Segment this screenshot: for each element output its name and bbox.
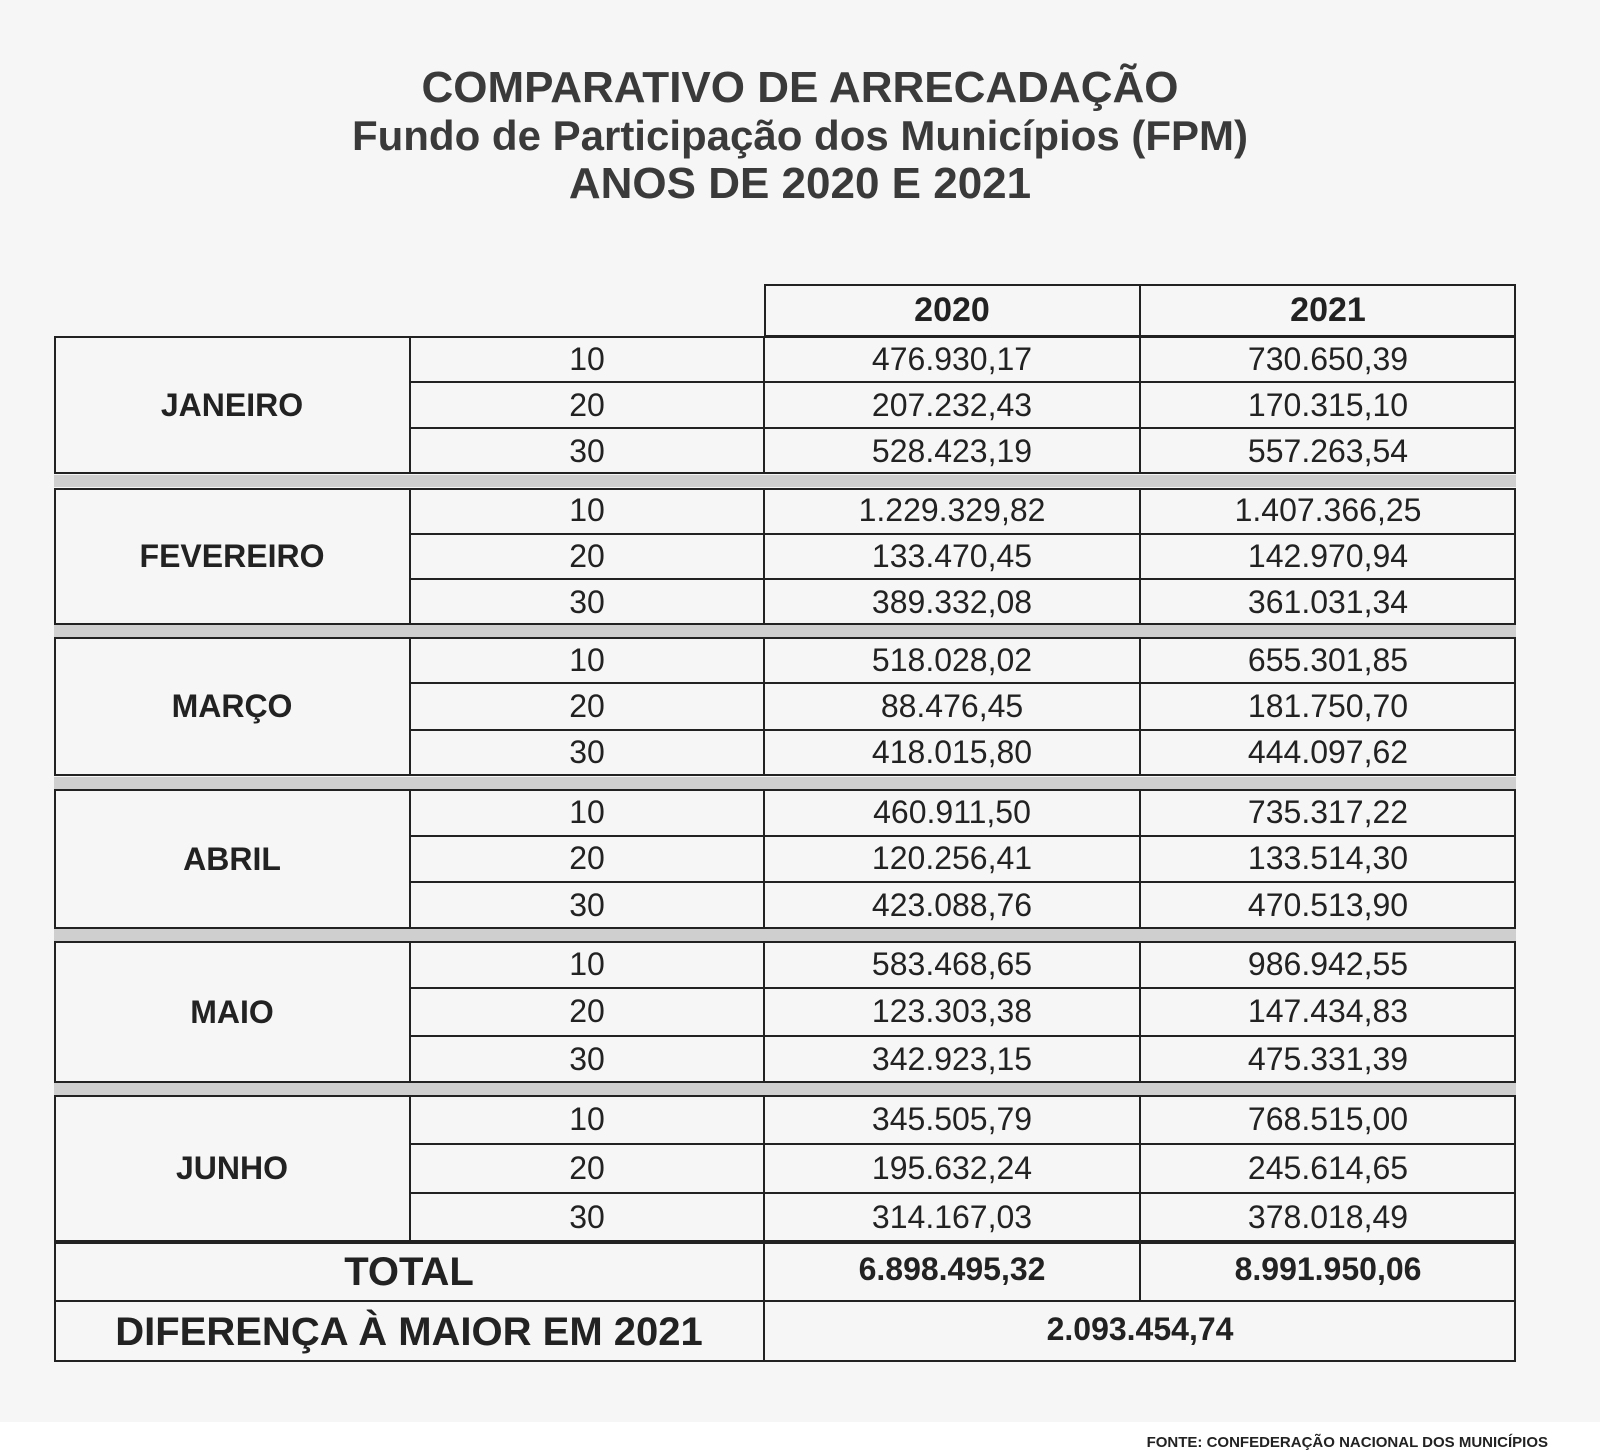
decendio-cell: 20 [569, 386, 605, 423]
value-2020-cell: 120.256,41 [871, 840, 1033, 877]
month-label: MARÇO [171, 688, 293, 724]
decendio-cell: 20 [569, 840, 605, 877]
value-2020-cell: 195.632,24 [871, 1150, 1033, 1186]
value-2021-cell: 444.097,62 [1247, 734, 1409, 771]
column-header-2020: 2020 [914, 290, 990, 329]
decendio-cell: 30 [569, 1199, 605, 1235]
decendio-cell: 20 [569, 537, 605, 574]
decendio-cell: 30 [569, 583, 605, 620]
month-label: ABRIL [183, 840, 281, 877]
value-2021-cell: 655.301,85 [1247, 641, 1409, 678]
value-2021-cell: 181.750,70 [1247, 687, 1409, 724]
value-2020-cell: 1.229.329,82 [858, 492, 1046, 529]
decendio-cell: 10 [569, 946, 605, 983]
value-2021-cell: 133.514,30 [1247, 840, 1409, 877]
decendio-cell: 10 [569, 793, 605, 830]
value-2020-cell: 423.088,76 [871, 887, 1033, 924]
value-2020-cell: 88.476,45 [880, 687, 1024, 724]
month-label: MAIO [190, 993, 274, 1030]
value-2021-cell: 735.317,22 [1247, 793, 1409, 830]
block-separator [54, 475, 1516, 487]
decendio-cell: 20 [569, 993, 605, 1030]
difference-label: DIFERENÇA À MAIOR EM 2021 [115, 1309, 703, 1354]
value-2021-cell: 557.263,54 [1247, 432, 1409, 469]
month-label: FEVEREIRO [139, 538, 325, 574]
value-2021-cell: 730.650,39 [1247, 340, 1409, 377]
value-2021-cell: 1.407.366,25 [1234, 492, 1422, 529]
value-2020-cell: 528.423,19 [871, 432, 1033, 469]
decendio-cell: 10 [569, 492, 605, 529]
decendio-cell: 30 [569, 1040, 605, 1077]
value-2020-cell: 133.470,45 [871, 537, 1033, 574]
total-2021: 8.991.950,06 [1234, 1250, 1422, 1287]
value-2021-cell: 768.515,00 [1247, 1101, 1409, 1137]
decendio-cell: 30 [569, 432, 605, 469]
difference-value: 2.093.454,74 [1046, 1310, 1234, 1347]
value-2020-cell: 460.911,50 [873, 793, 1031, 830]
value-2021-cell: 142.970,94 [1247, 537, 1409, 574]
value-2020-cell: 476.930,17 [871, 340, 1033, 377]
value-2021-cell: 378.018,49 [1247, 1199, 1409, 1235]
decendio-cell: 30 [569, 734, 605, 771]
decendio-cell: 30 [569, 887, 605, 924]
value-2020-cell: 123.303,38 [871, 993, 1033, 1030]
total-2020: 6.898.495,32 [858, 1250, 1046, 1287]
month-label: JUNHO [175, 1150, 288, 1186]
block-separator [54, 929, 1516, 941]
value-2020-cell: 418.015,80 [871, 734, 1033, 771]
value-2020-cell: 583.468,65 [871, 946, 1033, 983]
source-credit: FONTE: CONFEDERAÇÃO NACIONAL DOS MUNICÍPIOS [1146, 1434, 1548, 1451]
decendio-cell: 10 [569, 1101, 605, 1137]
value-2020-cell: 342.923,15 [871, 1040, 1033, 1077]
value-2020-cell: 345.505,79 [871, 1101, 1033, 1137]
page-title [0, 64, 1600, 208]
value-2020-cell: 389.332,08 [871, 583, 1033, 620]
value-2021-cell: 361.031,34 [1247, 583, 1409, 620]
column-header-2021: 2021 [1290, 290, 1366, 329]
value-2021-cell: 470.513,90 [1247, 887, 1409, 924]
block-separator [54, 1083, 1516, 1095]
title-line-2: Fundo de Participação dos Municípios (FPM) [351, 112, 1249, 159]
value-2021-cell: 147.434,83 [1247, 993, 1409, 1030]
value-2020-cell: 314.167,03 [871, 1199, 1033, 1235]
decendio-cell: 10 [569, 340, 605, 377]
title-line-3: ANOS DE 2020 E 2021 [568, 159, 1032, 208]
decendio-cell: 10 [569, 641, 605, 678]
value-2021-cell: 245.614,65 [1247, 1150, 1409, 1186]
title-line-1: COMPARATIVO DE ARRECADAÇÃO [421, 63, 1179, 112]
block-separator [54, 777, 1516, 789]
value-2021-cell: 986.942,55 [1247, 946, 1409, 983]
block-separator [54, 625, 1516, 637]
decendio-cell: 20 [569, 687, 605, 724]
total-label: TOTAL [344, 1249, 474, 1294]
month-label: JANEIRO [160, 386, 304, 423]
value-2020-cell: 518.028,02 [871, 641, 1033, 678]
decendio-cell: 20 [569, 1150, 605, 1186]
value-2021-cell: 170.315,10 [1247, 386, 1409, 423]
value-2020-cell: 207.232,43 [871, 386, 1033, 423]
value-2021-cell: 475.331,39 [1247, 1040, 1409, 1077]
